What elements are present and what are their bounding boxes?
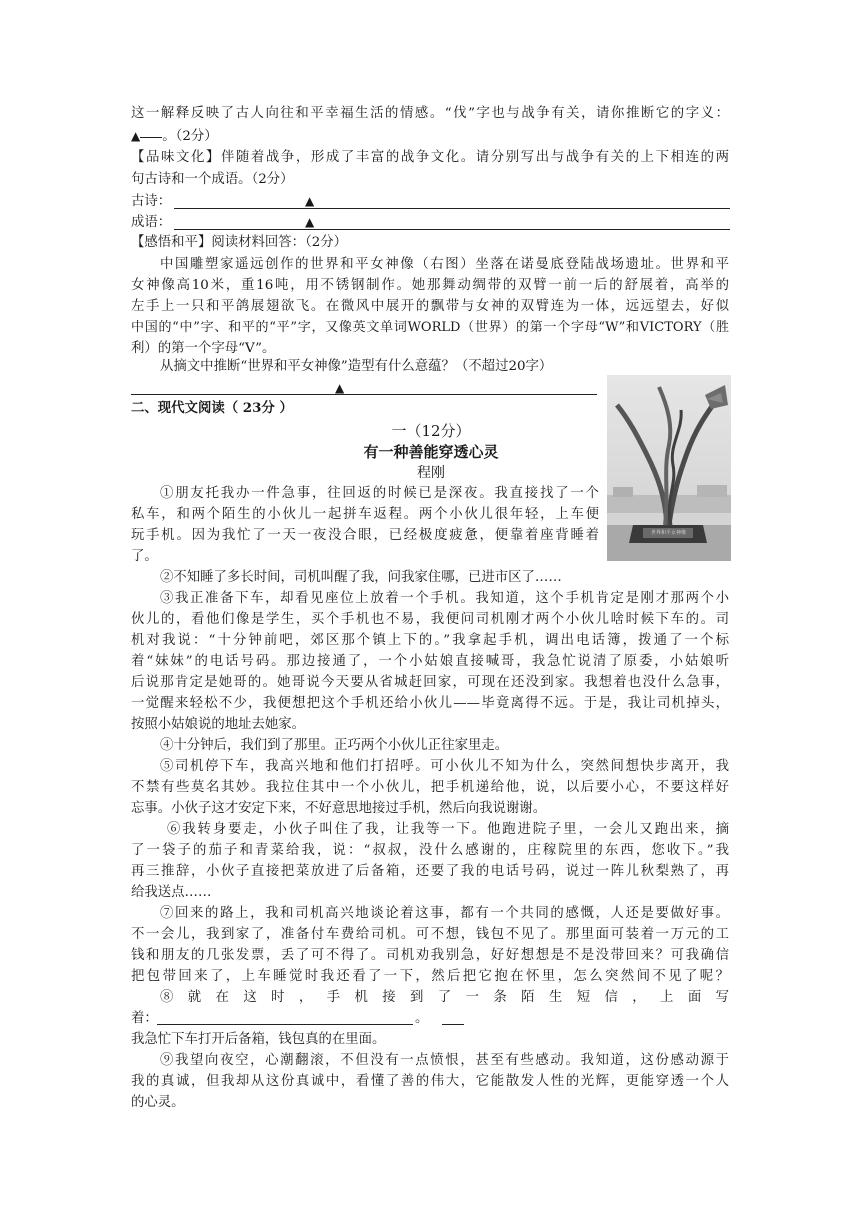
- article-line: 了一袋子的茄子和青菜给我，说：“叔叔，没什么感谢的，庄稼院里的东西，您收下。”我: [131, 843, 729, 858]
- poem-label: 古诗：: [131, 194, 172, 209]
- article-line: 一觉醒来轻松不少，我便想把这个手机还给小伙儿——毕竟离得不远。于是，我让司机掉头，: [131, 696, 729, 711]
- article-line: 了。: [131, 549, 158, 564]
- ganwu-heading: 【感悟和平】阅读材料回答：（2分）: [131, 235, 348, 250]
- ganwu-para-line: 中国的“中”字、和平的“平”字，又像英文单词WORLD（世界）的第一个字母“W”和VICTORY（胜: [131, 320, 729, 335]
- article-line: 不一会儿，我到家了，准备付车费给司机。可不想，钱包不见了。那里面可装着一万元的工: [131, 927, 729, 942]
- article-author: 程刚: [417, 465, 445, 481]
- article-line: 我急忙下车打开后备箱，钱包真的在里面。: [131, 1032, 386, 1047]
- p1-line2: [131, 126, 218, 147]
- answer-blank[interactable]: [140, 137, 162, 138]
- article-line: 私车，和两个陌生的小伙儿一起拼车返程。两个小伙儿很年轻，上车便: [131, 507, 599, 522]
- answer-blank[interactable]: [442, 1024, 464, 1025]
- ganwu-answer-line[interactable]: [131, 394, 597, 395]
- article-line: 不禁有些莫名其妙。我拉住其中一个小伙儿，把手机递给他，说，以后要小心，不要这样好: [131, 780, 729, 795]
- p8-suffix: 。: [415, 1011, 429, 1026]
- pinwei-line2: 句古诗和一个成语。（2分）: [131, 172, 294, 187]
- article-line: ①朋友托我办一件急事，往回返的时候已是深夜。我直接找了一个: [160, 486, 599, 501]
- ganwu-question: 从摘文中推断“世界和平女神像”造型有什么意蕴？（不超过20字）: [160, 359, 553, 374]
- article-line: ⑦回来的路上，我和司机高兴地谈论着这事，都有一个共同的感慨，人还是要做好事。: [160, 906, 729, 921]
- article-line: ⑥我转身要走，小伙子叫住了我，让我等一下。他跑进院子里，一会儿又跑出来，摘: [167, 822, 729, 837]
- part-label: 一（12分）: [391, 422, 471, 440]
- article-line: 按照小姑娘说的地址去她家。: [131, 717, 306, 732]
- peace-statue-photo: [607, 375, 731, 561]
- blank-marker: ▲: [305, 194, 315, 208]
- article-line: ⑤司机停下车，我高兴地和他们打招呼。可小伙儿不知为什么，突然间想快步离开，我: [160, 759, 729, 774]
- article-line: ④十分钟后，我们到了那里。正巧两个小伙儿正往家里走。: [160, 738, 509, 753]
- article-line: 把包带回来了，上车睡觉时我还看了一下，然后把它抱在怀里，怎么突然间不见了呢？: [131, 969, 729, 984]
- article-line: 的心灵。: [131, 1095, 185, 1110]
- article-line: 忘事。小伙子这才安定下来，不好意思地接过手机，然后向我说谢谢。: [131, 801, 547, 816]
- article-line: ⑨我望向夜空，心潮翻滚，不但没有一点愤恨，甚至有些感动。我知道，这份感动源于: [160, 1053, 729, 1068]
- ganwu-para-line: 中国雕塑家遥远创作的世界和平女神像（右图）坐落在诺曼底登陆战场遗址。世界和平: [160, 257, 729, 272]
- idiom-answer-line[interactable]: [174, 229, 730, 230]
- pinwei-line1: 【品味文化】伴随着战争，形成了丰富的战争文化。请分别写出与战争有关的上下相连的两: [131, 150, 729, 165]
- article-line: 着“妹妹”的电话号码。那边接通了，一个小姑娘直接喊哥，我急忙说清了原委，小姑娘听: [131, 654, 729, 669]
- photo-plaque-text: 世界和平女神像: [651, 530, 687, 536]
- blank-marker: ▲: [305, 215, 315, 229]
- blank-marker: ▲: [131, 129, 141, 143]
- blank-marker: ▲: [335, 381, 345, 395]
- article-line: ③我正准备下车，却看见座位上放着一个手机。我知道，这个手机肯定是刚才那两个小: [160, 591, 729, 606]
- ganwu-para-line: 利）的第一个字母“V”。: [131, 341, 276, 356]
- article-line: 给我送点……: [131, 885, 212, 900]
- p8-prefix: 着：: [131, 1011, 158, 1026]
- article-line: 我的真诚，但我却从这份真诚中，看懂了善的伟大，它能散发人性的光辉，更能穿透一个人: [131, 1074, 729, 1089]
- poem-answer-line[interactable]: [174, 208, 730, 209]
- p1-line1: 这一解释反映了古人向往和平幸福生活的情感。“伐”字也与战争有关，请你推断它的字义：: [131, 106, 729, 121]
- article-title: 有一种善能穿透心灵: [363, 443, 499, 461]
- article-line: 钱和朋友的几张发票，丢了可不得了。司机劝我别急，好好想想是不是没带回来？可我确信: [131, 948, 729, 963]
- ganwu-para-line: 女神像高10米，重16吨，用不锈钢制作。她那舞动绸带的双臂一前一后的舒展着，高举的: [131, 278, 729, 293]
- ganwu-para-line: 左手上一只和平鸽展翅欲飞。在微风中展开的飘带与女神的双臂连为一体，远远望去，好似: [131, 299, 729, 314]
- section2-title: 二、现代文阅读（ 23分 ）: [131, 400, 293, 416]
- idiom-label: 成语：: [131, 215, 172, 230]
- sms-answer-line[interactable]: [157, 1024, 413, 1025]
- article-line: 伙儿的，看他们像是学生，买个手机也不易，我便问司机刚才两个小伙儿啥时候下车的。司: [131, 612, 729, 627]
- article-line: ②不知睡了多长时间，司机叫醒了我，问我家住哪，已进市区了……: [160, 570, 562, 585]
- article-line: 再三推辞，小伙子直接把菜放进了后备箱，还要了我的电话号码，说过一阵儿秋梨熟了，再: [131, 864, 729, 879]
- p1-score: 。（2分）: [162, 129, 218, 144]
- article-line: 玩手机。因为我忙了一天一夜没合眼，已经极度疲惫，便靠着座背睡着: [131, 528, 599, 543]
- article-line: 机对我说：“十分钟前吧，郊区那个镇上下的。”我拿起手机，调出电话簿，拨通了一个标: [131, 633, 729, 648]
- article-line: ⑧就在这时，手机接到了一条陌生短信，上面写: [160, 990, 729, 1005]
- article-line: 后说那肯定是她哥的。她哥说今天要从省城赶回家，可现在还没到家。我想着也没什么急事，: [131, 675, 729, 690]
